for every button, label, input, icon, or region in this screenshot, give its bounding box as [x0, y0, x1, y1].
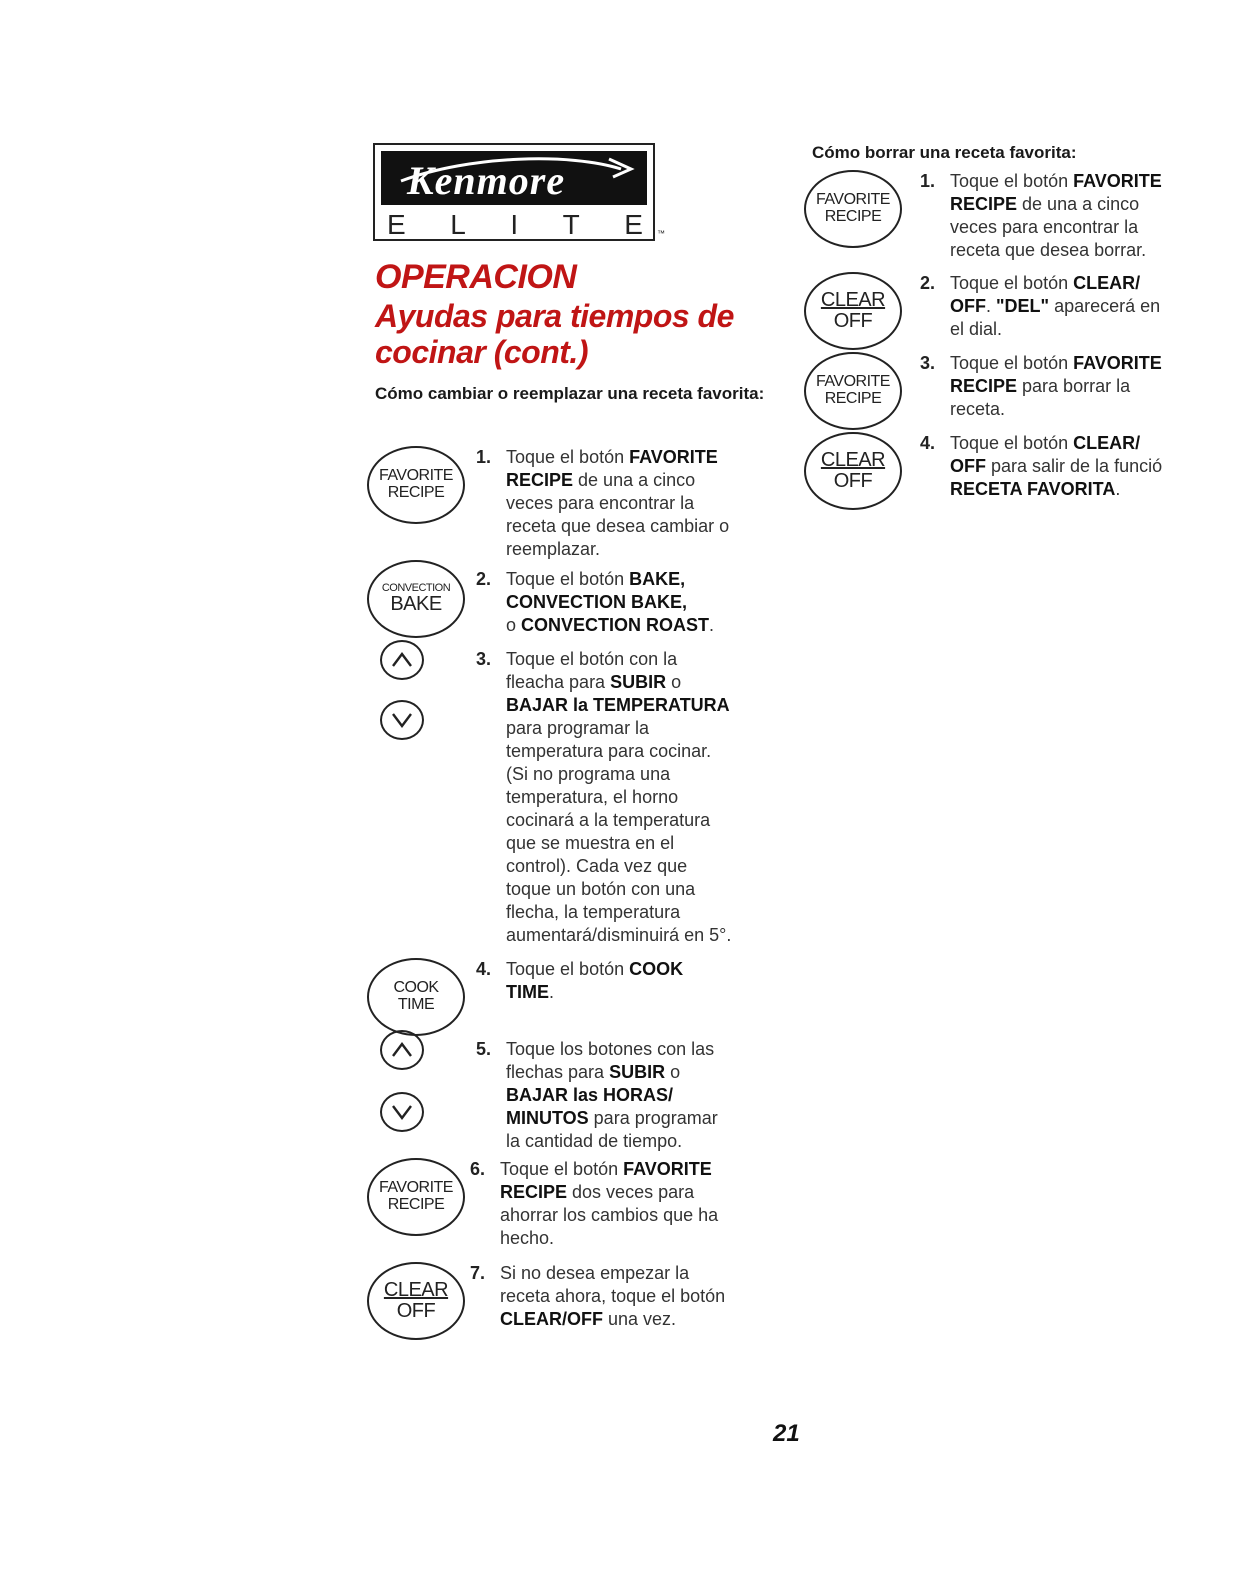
up-arrow-button-icon — [380, 640, 424, 680]
favorite-recipe-button-icon: FAVORITE RECIPE — [367, 446, 465, 524]
logo-brand: Kenmore — [407, 158, 566, 203]
up-arrow-button-icon — [380, 1030, 424, 1070]
chevron-down-icon — [390, 710, 414, 730]
clear-off-button-icon: CLEAR OFF — [367, 1262, 465, 1340]
down-arrow-button-icon — [380, 700, 424, 740]
kenmore-elite-logo — [373, 143, 663, 243]
page-subtitle: Ayudas para tiempos de cocinar (cont.) — [375, 298, 734, 370]
page-title: OPERACION — [375, 258, 577, 296]
chevron-down-icon — [390, 1102, 414, 1122]
convection-bake-button-icon: CONVECTION BAKE — [367, 560, 465, 638]
down-arrow-button-icon — [380, 1092, 424, 1132]
section-heading-delete: Cómo borrar una receta favorita: — [812, 143, 1077, 162]
chevron-up-icon — [390, 650, 414, 670]
favorite-recipe-button-icon: FAVORITE RECIPE — [804, 170, 902, 248]
clear-off-button-icon: CLEAR OFF — [804, 272, 902, 350]
logo-sub: E L I T E — [387, 209, 643, 240]
chevron-up-icon — [390, 1040, 414, 1060]
section-heading-change: Cómo cambiar o reemplazar una receta favorita: — [375, 384, 765, 403]
page-number: 21 — [773, 1420, 800, 1447]
trademark: ™ — [657, 229, 665, 238]
cook-time-button-icon: COOK TIME — [367, 958, 465, 1036]
logo-band — [381, 151, 647, 205]
favorite-recipe-button-icon: FAVORITE RECIPE — [804, 352, 902, 430]
clear-off-button-icon: CLEAR OFF — [804, 432, 902, 510]
favorite-recipe-button-icon: FAVORITE RECIPE — [367, 1158, 465, 1236]
